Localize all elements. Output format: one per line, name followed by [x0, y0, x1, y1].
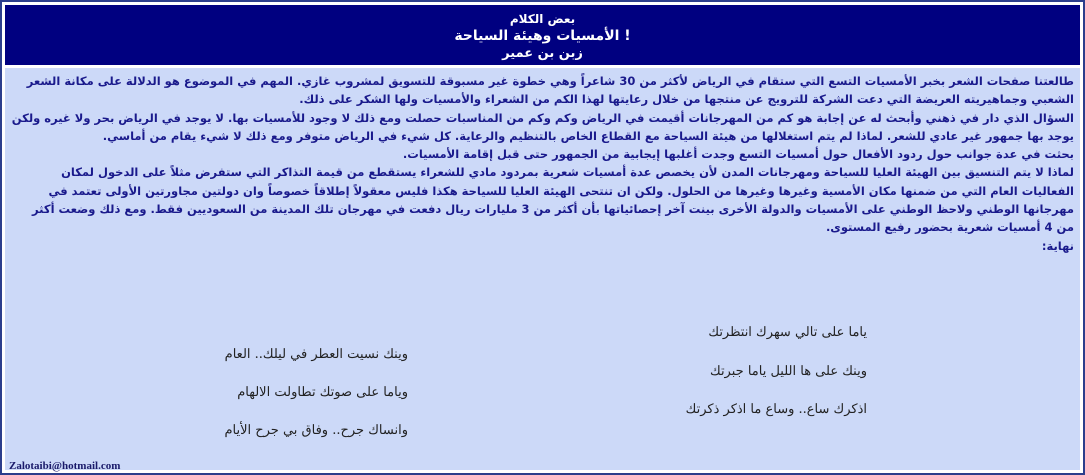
author-email: Zalotaibi@hotmail.com [9, 460, 121, 472]
paragraph: بحثت في عدة جوانب حول ردود الأفعال حول أمسيات التسع وجدت أغلبها إيجابية من الجمهور حتى قبل إقامة الأمسيات. [402, 147, 1074, 162]
article-title: الأمسيات وهيئة السياحة ! [454, 28, 631, 44]
poem-verse-right: وينك على ها الليل ياما جبرتك [709, 364, 867, 379]
article-header [5, 5, 1080, 65]
poem-verse-left: وياما على صوتك تطاولت الالهام [237, 385, 408, 400]
closing-label: نهاية: [1041, 238, 1074, 253]
poem-verse-right: ياما على تالي سهرك انتظرتك [708, 325, 867, 340]
article-body [5, 68, 1080, 470]
paragraph: لماذا لا يتم التنسيق بين الهيئة العليا للسياحة ومهرجانات المدن لأن يخصص عدة أمسيات شعرية بمردود مادي للشعراء يستقطع من قيمة التذاكر التي ستفرض مثلاً على الدخول لمكان الفعاليات العام التي من ضمنها مكان الأمسية وغيرها وغيرها من الحلول. ولكن ان تنتحى الهيئة العليا للسياحة هكذا فليس معقولاً إطلاقاً خصوصاً وان دولتين مجاورتين الأولى تعتمد في مهرجانها الوطني ولاحظ الوطني على الأمسيات والدولة الأخرى بينت آخر إحصائياتها بأن أكثر من 3 مليارات ريال دفعت في مهرجان تلك المدينة من السعوديين فقط. ومع ذلك وضعت أكثر من 4 أمسيات شعرية بحضور رفيع المستوى. [32, 165, 1074, 235]
poem-verse-left: وينك نسيت العطر في ليلك.. العام [224, 347, 408, 362]
article-text [5, 68, 1080, 255]
column-kicker: بعض الكلام [509, 12, 576, 26]
paragraph: طالعتنا صفحات الشعر بخبر الأمسيات التسع التي ستقام في الرياض لأكثر من 30 شاعراً وهي خطوة غير مسبوقة للتسويق لمشروب غازي. المهم في الموضوع هو الدلالة على مكانة الشعر الشعبي وجماهيريته العريضة التي دعت الشركة للترويج عن منتجها من خلال رعايتها لهذا الكم من الشعراء والأمسيات ولها الشكر على ذلك. [26, 74, 1074, 107]
paragraph: السؤال الذي دار في ذهني وأبحث له عن إجابة هو كم من المهرجانات أقيمت في الرياض وكم وكم من المناسبات حصلت ومع ذلك لا وجود للأمسيات بها. لا يوجد في الرياض بحر ولا غيره ولكن يوجد بها جمهور غير عادي للشعر. لماذا لم يتم استغلالها من هيئة السياحة مع القطاع الخاص بالتنظيم والرعاية. كل شيء في الرياض متوفر ومع ذلك لا شيء يقام من أماسي. [11, 110, 1074, 143]
poem-verse-left: وانساك جرح.. وفاق بي جرح الأيام [224, 423, 408, 438]
author-name: زبن بن عمير [502, 46, 583, 61]
poem-verse-right: اذكرك ساع.. وساع ما اذكر ذكرتك [685, 402, 867, 417]
